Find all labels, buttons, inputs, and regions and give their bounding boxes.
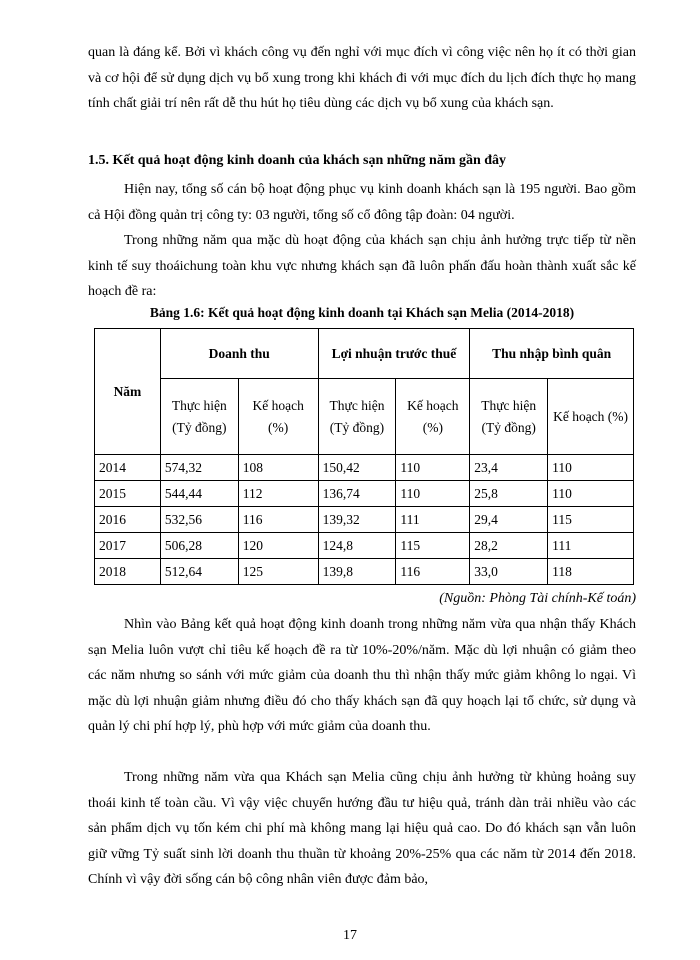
table-caption: Bảng 1.6: Kết quả hoạt động kinh doanh tại Khách sạn Melia (2014-2018): [149, 305, 575, 320]
cell-year: 2016: [95, 507, 161, 533]
table-source: (Nguồn: Phòng Tài chính-Kế toán): [439, 591, 636, 606]
cell-profit-plan: 115: [396, 533, 470, 559]
cell-profit-plan: 110: [396, 481, 470, 507]
cell-revenue-actual: 532,56: [160, 507, 238, 533]
cell-income-plan: 110: [548, 481, 634, 507]
cell-profit-actual: 136,74: [318, 481, 396, 507]
cell-revenue-plan: 120: [238, 533, 318, 559]
table-row: [95, 559, 634, 585]
cell-year: 2014: [95, 455, 161, 481]
cell-year: 2015: [95, 481, 161, 507]
business-results-table: [94, 328, 634, 585]
page-number: 17: [343, 928, 357, 943]
header-revenue-actual: Thực hiện (Tỷ đồng): [160, 379, 238, 455]
cell-profit-plan: 111: [396, 507, 470, 533]
cell-revenue-actual: 544,44: [160, 481, 238, 507]
cell-profit-plan: 110: [396, 455, 470, 481]
cell-income-actual: 28,2: [470, 533, 548, 559]
cell-profit-plan: 116: [396, 559, 470, 585]
cell-revenue-plan: 108: [238, 455, 318, 481]
header-average-income: Thu nhập bình quân: [470, 329, 634, 379]
cell-income-actual: 33,0: [470, 559, 548, 585]
table-row: [95, 481, 634, 507]
paragraph-staff: Hiện nay, tổng số cán bộ hoạt động phục vụ kinh doanh khách sạn là 195 người. Bao gồm cả Hội đồng quản trị công ty: 03 người, tổng số cổ đông tập đoàn: 04 người.: [88, 182, 636, 223]
table-row: [95, 507, 634, 533]
header-profit-plan: Kế hoạch (%): [396, 379, 470, 455]
cell-income-plan: 110: [548, 455, 634, 481]
paragraph-analysis: Nhìn vào Bảng kết quả hoạt động kinh doanh trong những năm vừa qua nhận thấy Khách sạn Melia luôn vượt chỉ tiêu kế hoạch đề ra từ 10%-20%/năm. Mặc dù lợi nhuận có giảm theo các năm nhưng so sánh với mức giảm của doanh thu thì nhận thấy mức giảm không lo ngại. Vì mặc dù lợi nhuận giảm nhưng điều đó cho thấy khách sạn đã quy hoạch lại tổ chức, sử dụng và quản lý chi phí hợp lý, phù hợp với mức giảm của doanh thu.: [88, 617, 636, 734]
paragraph-intro-continued: quan là đáng kể. Bởi vì khách công vụ đến nghỉ với mục đích vì công việc nên họ ít có thời gian và cơ hội để sử dụng dịch vụ bổ xung trong khi khách đi với mục đích du lịch đích thực họ mang tính chất giải trí nên rất dễ thu hút họ tiêu dùng các dịch vụ bổ xung của khách sạn.: [88, 45, 636, 111]
cell-income-actual: 29,4: [470, 507, 548, 533]
table-body: [95, 455, 634, 585]
header-revenue-plan: Kế hoạch (%): [238, 379, 318, 455]
cell-revenue-plan: 112: [238, 481, 318, 507]
cell-profit-actual: 139,32: [318, 507, 396, 533]
header-profit-actual: Thực hiện (Tỷ đồng): [318, 379, 396, 455]
cell-profit-actual: 124,8: [318, 533, 396, 559]
header-income-plan: Kế hoạch (%): [548, 379, 634, 455]
cell-revenue-actual: 506,28: [160, 533, 238, 559]
header-year: Năm: [95, 329, 161, 455]
cell-income-plan: 118: [548, 559, 634, 585]
cell-income-actual: 23,4: [470, 455, 548, 481]
header-revenue: Doanh thu: [160, 329, 318, 379]
table-header-row-groups: [95, 329, 634, 379]
cell-revenue-actual: 574,32: [160, 455, 238, 481]
cell-profit-actual: 139,8: [318, 559, 396, 585]
header-profit-before-tax: Lợi nhuận trước thuế: [318, 329, 470, 379]
cell-revenue-plan: 116: [238, 507, 318, 533]
section-heading: 1.5. Kết quả hoạt động kinh doanh của khách sạn những năm gần đây: [88, 153, 507, 168]
table-row: [95, 455, 634, 481]
paragraph-performance: Trong những năm qua mặc dù hoạt động của khách sạn chịu ảnh hưởng trực tiếp từ nền kinh tế suy thoáichung toàn khu vực nhưng khách sạn đã luôn phấn đấu hoàn thành xuất sắc kế hoạch đề ra:: [88, 233, 636, 299]
cell-revenue-actual: 512,64: [160, 559, 238, 585]
cell-income-plan: 115: [548, 507, 634, 533]
cell-year: 2018: [95, 559, 161, 585]
cell-income-plan: 111: [548, 533, 634, 559]
table-row: [95, 533, 634, 559]
cell-income-actual: 25,8: [470, 481, 548, 507]
cell-profit-actual: 150,42: [318, 455, 396, 481]
header-income-actual: Thực hiện (Tỷ đồng): [470, 379, 548, 455]
cell-revenue-plan: 125: [238, 559, 318, 585]
paragraph-crisis: Trong những năm vừa qua Khách sạn Melia cũng chịu ảnh hưởng từ khủng hoảng suy thoái kinh tế toàn cầu. Vì vậy việc chuyển hướng đầu tư hiệu quả, tránh dàn trải nhiều vào các sản phẩm dịch vụ tốn kém chi phí mà không mang lại hiệu quả cao. Do đó khách sạn vẫn luôn giữ vững Tỷ suất sinh lời doanh thu thuần từ khoảng 20%-25% qua các năm từ 2014 đến 2018. Chính vì vậy đời sống cán bộ công nhân viên được đảm bảo,: [88, 770, 636, 887]
cell-year: 2017: [95, 533, 161, 559]
table-header-row-sub: [95, 379, 634, 455]
